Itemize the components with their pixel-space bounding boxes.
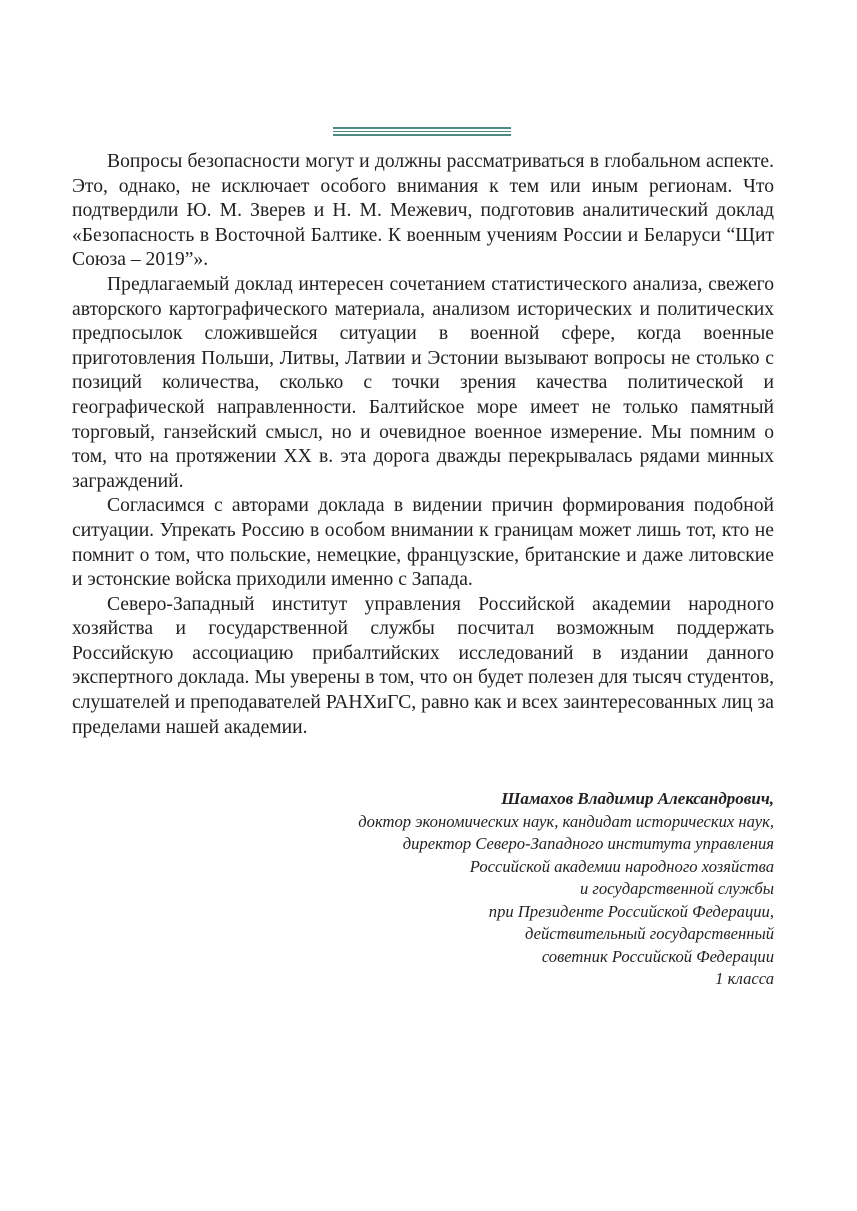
decorative-rule [333,127,511,138]
signatory-title-line: Российской академии народного хозяйства [469,856,774,876]
signatory-title-line: 1 класса [715,969,774,988]
signatory-title-line: советник Российской Федерации [541,946,774,966]
signatory-title-line: действительный государственный [525,924,774,943]
paragraph-2: Предлагаемый доклад интересен сочетанием статистического анализа, свежего авторского картографического материала, анализом исторических и политических предпосылок сложившейся ситуации в военной сфере, когда военные приготовления Польши, Литвы, Латвии и Эстонии вызывают вопросы не столько с позиций количества, сколько с точки зрения качества политической и географической направленности. Балтийское море имеет не только памятный торговый, ганзейский смысл, но и очевидное военное измерение. Мы помним о том, что на протяжении XX в. эта дорога дважды перекрывалась рядами минных заграждений. [72,273,774,492]
signature-block [154,788,774,991]
signatory-title-line: доктор экономических наук, кандидат исторических наук, [358,811,774,831]
signatory-title-line: и государственной службы [579,879,774,898]
signatory-name: Шамахов Владимир Александрович, [501,789,774,808]
paragraph-1: Вопросы безопасности могут и должны рассматриваться в глобальном аспекте. Это, однако, не исключает особого внимания к тем или иным регионам. Что подтвердили Ю. М. Зверев и Н. М. Межевич, подготовив аналитический доклад «Безопасность в Восточной Балтике. К военным учениям России и Беларуси “Щит Союза – 2019”». [72,151,774,271]
signatory-title-line: при Президенте Российской Федерации, [488,901,774,921]
signatory-title-line: директор Северо-Западного института управления [402,834,774,853]
body-text [72,150,774,740]
paragraph-3: Согласимся с авторами доклада в видении причин формирования подобной ситуации. Упрекать Россию в особом внимании к границам может лишь тот, кто не помнит о том, что польские, немецкие, французские, британские и даже литовские и эстонские войска приходили именно с Запада. [72,495,774,591]
paragraph-4: Северо-Западный институт управления Российской академии народного хозяйства и государственной службы посчитал возможным поддержать Российскую ассоциацию прибалтийских исследований в издании данного экспертного доклада. Мы уверены в том, что он будет полезен для тысяч студентов, слушателей и преподавателей РАНХиГС, равно как и всех заинтересованных лиц за пределами нашей академии. [72,593,774,738]
